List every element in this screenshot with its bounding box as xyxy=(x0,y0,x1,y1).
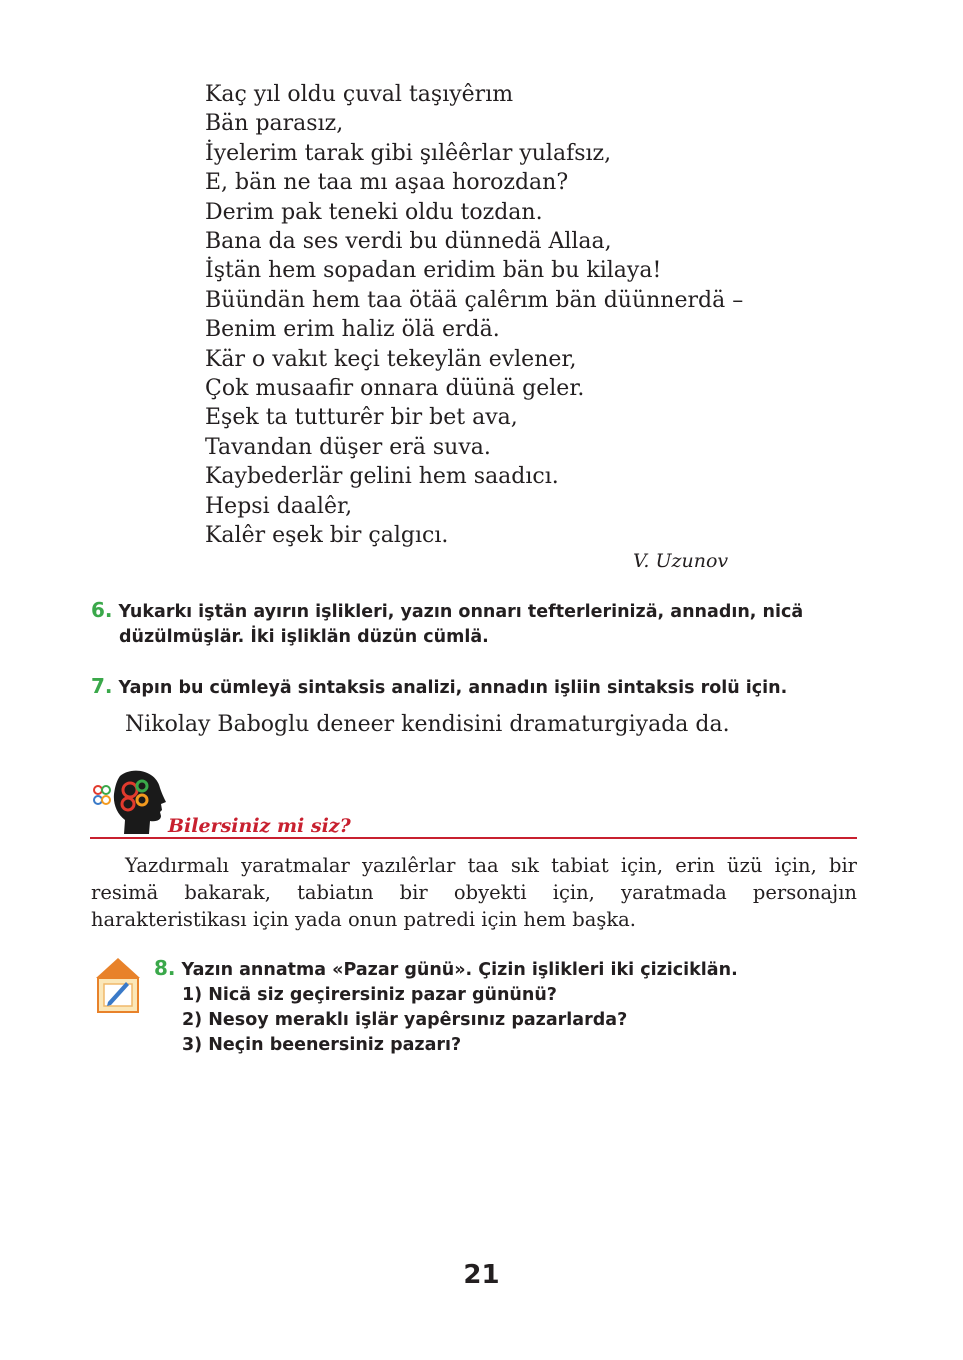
poem-line: Tavandan düşer erä suva. xyxy=(205,434,491,460)
task-number: 8. xyxy=(154,956,176,980)
task-question: 3) Neçin beenersiniz pazarı? xyxy=(182,1035,462,1055)
section-divider xyxy=(90,837,857,839)
poem-line: Derim pak teneki oldu tozdan. xyxy=(205,199,543,225)
section-title: Bilersiniz mi siz? xyxy=(168,815,351,837)
poem-line: Büündän hem taa ötää çalêrım bän düünnerdä – xyxy=(205,287,744,313)
task-text-continued: düzülmüşlär. İki işliklän düzün cümlä. xyxy=(119,627,489,647)
task-8 xyxy=(154,956,854,1058)
poem-line: Kalêr eşek bir çalgıcı. xyxy=(205,523,449,549)
poem-line: Benim erim haliz ölä erdä. xyxy=(205,317,500,343)
poem-line: İştän hem sopadan eridim bän bu kilaya! xyxy=(205,258,662,284)
section-body: Yazdırmalı yaratmalar yazılêrlar taa sık tabiat için, erin üzü için, bir resimä bakarak, tabiatın bir obyekti için, yaratmada personajın harakteristikası için yada onun patredi için hem başka. xyxy=(91,854,857,931)
poem-line: Kaç yıl oldu çuval taşıyêrım xyxy=(205,82,514,107)
task-7 xyxy=(91,674,856,701)
poem-line: İyelerim tarak gibi şılêêrlar yulafsız, xyxy=(205,140,612,166)
head-gears-icon xyxy=(90,768,168,842)
page-number: 21 xyxy=(463,1260,500,1290)
poem xyxy=(205,80,743,551)
task-number: 6. xyxy=(91,598,113,622)
poem-line: Kär o vakıt keçi tekeylän evlener, xyxy=(205,346,577,372)
example-sentence: Nikolay Baboglu deneer kendisini dramaturgiyada da. xyxy=(125,712,730,737)
poem-line: Eşek ta tutturêr bir bet ava, xyxy=(205,405,518,431)
poem-line: E, bän ne taa mı aşaa horozdan? xyxy=(205,170,569,196)
task-number: 7. xyxy=(91,674,113,698)
task-6 xyxy=(91,598,856,650)
task-text: Yapın bu cümleyä sintaksis analizi, annadın işliin sintaksis rolü için. xyxy=(118,678,788,698)
house-pencil-icon xyxy=(92,956,144,1018)
poem-line: Çok musaafir onnara düünä geler. xyxy=(205,376,585,402)
task-question: 2) Nesoy meraklı işlär yapêrsınız pazarlarda? xyxy=(182,1010,628,1030)
poem-line: Bän parasız, xyxy=(205,111,344,137)
task-text: Yazın annatma «Pazar günü». Çizin işlikleri iki çiziciklän. xyxy=(181,960,738,980)
poem-line: Hepsi daalêr, xyxy=(205,493,353,519)
poem-author: V. Uzunov xyxy=(633,550,729,572)
poem-line: Bana da ses verdi bu dünnedä Allaa, xyxy=(205,229,612,255)
task-text: Yukarkı iştän ayırın işlikleri, yazın onnarı tefterlerinizä, annadın, nicä xyxy=(118,602,804,622)
task-question: 1) Nicä siz geçirersiniz pazar gününü? xyxy=(182,985,557,1005)
poem-line: Kaybederlär gelini hem saadıcı. xyxy=(205,464,559,490)
